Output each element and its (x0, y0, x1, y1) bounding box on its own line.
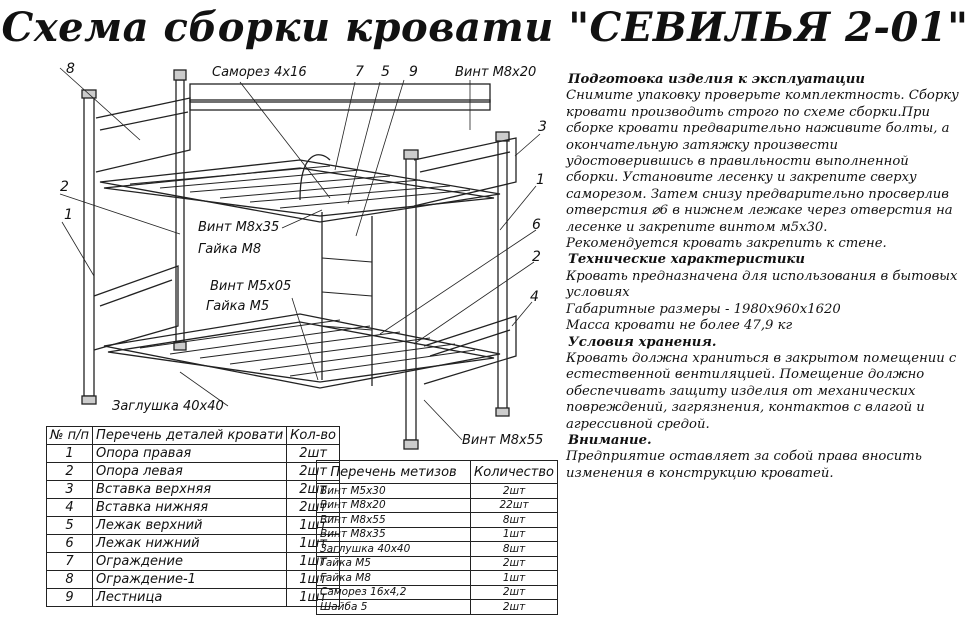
callout-zaglushka: Заглушка 40x40 (112, 399, 224, 414)
table-row: 2 Опора левая 2шт (47, 463, 340, 481)
specs-weight: Масса кровати не более 47,9 кг (566, 318, 793, 334)
lower-panel-right (424, 316, 516, 384)
parts-header-name: Перечень деталей кровати (93, 427, 287, 445)
callout-6: 6 (532, 217, 541, 233)
callout-gaika-m8: Гайка М8 (198, 242, 262, 257)
parts-header-qty: Кол-во (287, 427, 340, 445)
heading-specs: Технические характеристики (568, 252, 805, 268)
callout-vint-m8x55: Винт М8x55 (462, 433, 544, 448)
guard-rail-back (190, 84, 490, 102)
parts-header-row (47, 427, 340, 445)
callout-8: 8 (66, 61, 75, 77)
callout-5: 5 (381, 64, 390, 80)
guard-rail-right (414, 138, 516, 206)
table-row: Винт М5x30 2шт (317, 484, 558, 499)
callout-samorez: Саморез 4x16 (212, 65, 307, 80)
table-row: Гайка М5 2шт (317, 556, 558, 571)
heading-preparation: Подготовка изделия к эксплуатации (568, 72, 865, 87)
attention-text: Предприятие оставляет за собой права вносить изменения в конструкцию кроватей. (566, 449, 922, 481)
specs-purpose: Кровать предназначена для использования в бытовых условиях (566, 268, 958, 301)
table-row: Винт М8x35 1шт (317, 527, 558, 542)
table-row: 3 Вставка верхняя 2шт (47, 481, 340, 499)
callout-3: 3 (538, 119, 547, 135)
callout-1-left: 1 (64, 207, 73, 223)
wall-mount-text: Рекомендуется кровать закрепить к стене. (566, 236, 887, 252)
table-row: Шайба 5 2шт (317, 600, 558, 615)
callout-4: 4 (530, 289, 539, 305)
callout-2-left: 2 (60, 179, 69, 195)
heading-attention: Внимание. (568, 432, 652, 448)
table-row: Саморез 16x4,2 2шт (317, 585, 558, 600)
hardware-header-qty: Количество (471, 461, 558, 484)
table-row: Гайка М8 1шт (317, 571, 558, 586)
callout-9: 9 (409, 64, 418, 80)
hardware-header-name: Перечень метизов (317, 461, 471, 484)
table-row: 6 Лежак нижний 1шт (47, 535, 340, 553)
hardware-header-row (317, 461, 558, 484)
table-row: 7 Ограждение 1шт (47, 553, 340, 571)
callout-vint-m8x35: Винт М8x35 (198, 220, 280, 235)
table-row: Заглушка 40x40 8шт (317, 542, 558, 557)
callout-vint-m8x20: Винт М8x20 (455, 65, 537, 80)
left-post-front (84, 96, 94, 396)
heading-storage: Условия хранения. (568, 334, 717, 350)
callout-7: 7 (355, 64, 364, 80)
table-row: Винт М8x20 22шт (317, 498, 558, 513)
parts-header-num: № п/п (47, 427, 93, 445)
table-row: 9 Лестница 1шт (47, 589, 340, 607)
right-post-front (406, 158, 416, 440)
table-row: 4 Вставка нижняя 2шт (47, 499, 340, 517)
callout-vint-m5x05: Винт М5x05 (210, 279, 292, 294)
table-row: 8 Ограждение-1 1шт (47, 571, 340, 589)
lower-panel-left (94, 266, 178, 350)
parts-table (46, 426, 340, 607)
instructions-block (566, 72, 964, 482)
storage-text: Кровать должна храниться в закрытом помещении с естественной вентиляцией. Помещение должно обеспечивать защиту изделия от механических повреждений, загрязнения, контактов с влагой и агрессивной средой. (566, 350, 957, 432)
table-row: 5 Лежак верхний 1шт (47, 517, 340, 535)
preparation-text: Снимите упаковку проверьте комплектность. Сборку кровати производить строго по схеме сборки.При сборке кровати предварительно наживите болты, а окончательную затяжку произвести удостоверившись в правильности выполненной сборки. Установите лесенку и закрепите сверху саморезом. Затем снизу предварительно просверлив отверстия ⌀6 в нижнем лежаке через отверстия на лесенке и закрепите винтом м5x30. (566, 88, 959, 235)
left-post-back (176, 80, 184, 342)
callout-gaika-m5: Гайка М5 (206, 299, 270, 314)
callout-2-right: 2 (532, 249, 541, 265)
specs-dimensions: Габаритные размеры - 1980x960x1620 (566, 301, 841, 317)
document-title: Схема сборки кровати "СЕВИЛЬЯ 2-01" (1, 4, 969, 51)
callout-1-right: 1 (536, 172, 545, 188)
right-post-back (498, 140, 507, 410)
table-row: 1 Опора правая 2шт (47, 445, 340, 463)
hardware-table (316, 460, 558, 615)
table-row: Винт М8x55 8шт (317, 513, 558, 528)
